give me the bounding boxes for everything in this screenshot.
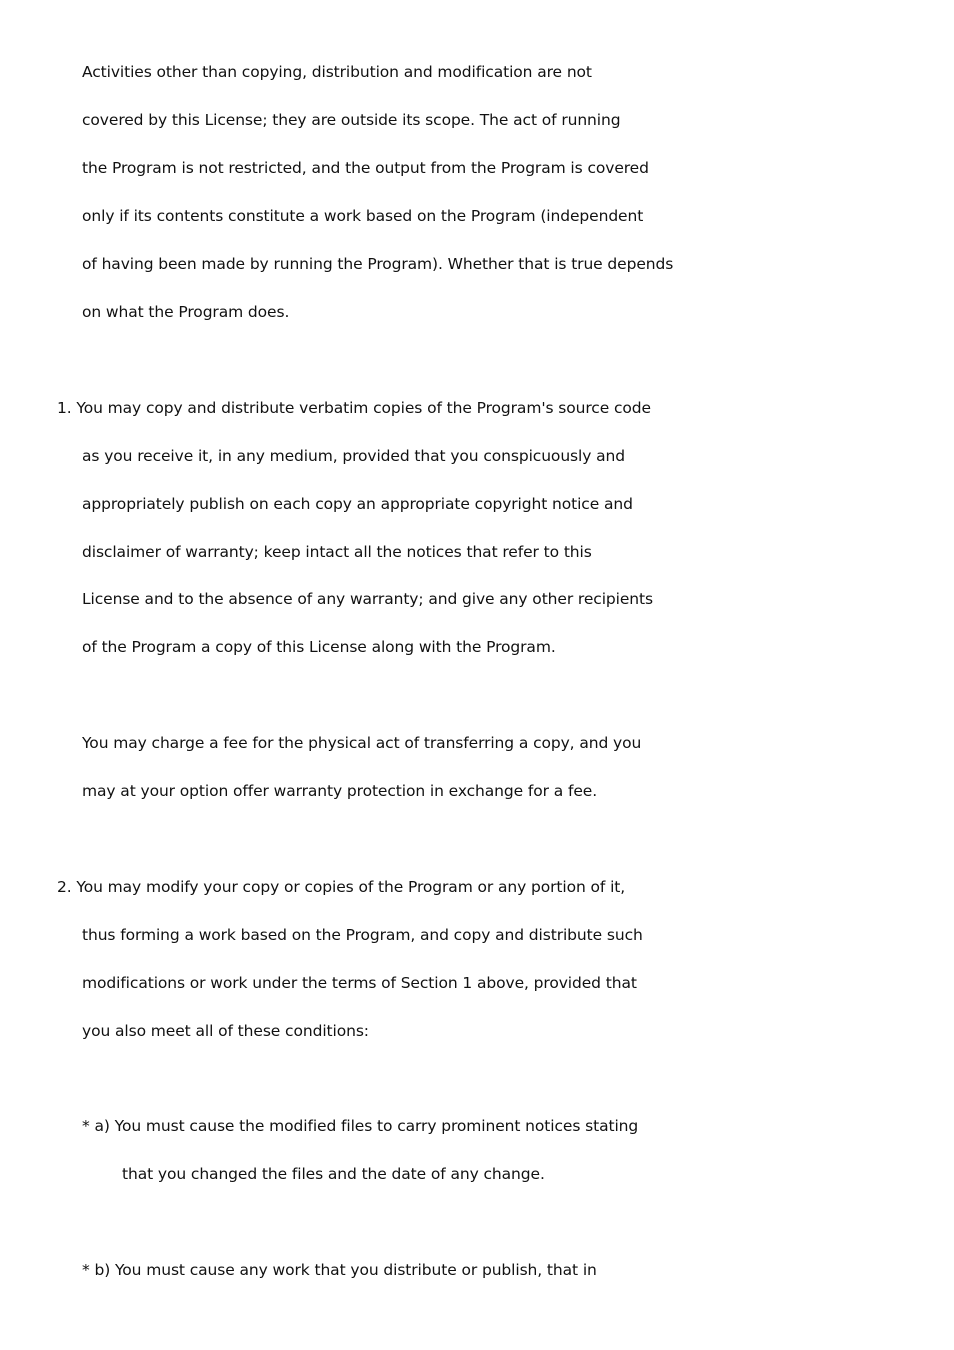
text-line: the Program is not restricted, and the output from the Program is covered <box>82 159 649 177</box>
text-line: You may charge a fee for the physical act of transferring a copy, and you <box>82 734 642 752</box>
text-line: * b) You must cause any work that you distribute or publish, that in <box>82 1261 597 1279</box>
text-line: disclaimer of warranty; keep intact all the notices that refer to this <box>82 543 592 561</box>
text-line: Activities other than copying, distribution and modification are not <box>82 63 592 81</box>
text-line: appropriately publish on each copy an appropriate copyright notice and <box>82 495 633 513</box>
text-line: License and to the absence of any warranty; and give any other recipients <box>82 590 653 608</box>
text-line: only if its contents constitute a work based on the Program (independent <box>82 207 644 225</box>
text-line: 2. You may modify your copy or copies of the Program or any portion of it, <box>57 878 626 896</box>
text-line: that you changed the files and the date of any change. <box>122 1165 545 1183</box>
text-line: * a) You must cause the modified files to carry prominent notices stating <box>82 1117 639 1135</box>
text-line: thus forming a work based on the Program, and copy and distribute such <box>82 926 643 944</box>
text-line: 1. You may copy and distribute verbatim copies of the Program's source code <box>57 399 651 417</box>
text-line: may at your option offer warranty protection in exchange for a fee. <box>82 782 598 800</box>
text-line: on what the Program does. <box>82 303 290 321</box>
text-line: covered by this License; they are outside its scope. The act of running <box>82 111 621 129</box>
text-line: of the Program a copy of this License along with the Program. <box>82 638 556 656</box>
text-line: as you receive it, in any medium, provided that you conspicuously and <box>82 447 625 465</box>
text-line: you also meet all of these conditions: <box>82 1022 369 1040</box>
text-line: of having been made by running the Program). Whether that is true depends <box>82 255 674 273</box>
text-line: modifications or work under the terms of Section 1 above, provided that <box>82 974 637 992</box>
